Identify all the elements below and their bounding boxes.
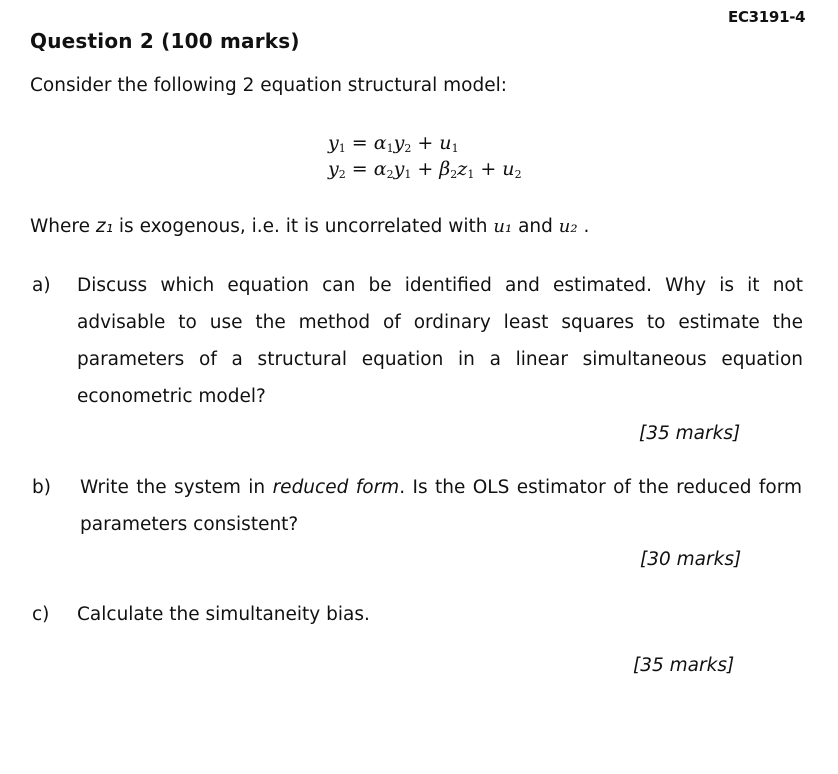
part-b-text [80,469,802,543]
part-c-text: Calculate the simultaneity bias. [77,604,370,625]
part-b-text-emphasis: reduced form [272,477,400,498]
where-and: and [518,216,553,237]
part-a-label: a) [32,275,51,296]
where-end: . [583,216,590,237]
equation-1: $y_1 = \alpha_1y_2 + u_1$ [328,132,459,155]
where-prefix: Where [30,216,90,237]
part-b-text-pre: Write the system in [80,477,266,498]
where-middle: is exogenous, i.e. it is uncorrelated with [118,216,488,237]
variable-u2: u₂ [558,216,578,237]
part-c-marks: [35 marks] [633,655,735,676]
exogeneity-statement [30,216,589,237]
variable-u1: u₁ [493,216,513,237]
part-a-text: Discuss which equation can be identified and estimated. Why is it not advisable to use the method of ordinary least squares to estimate the parameters of a structural equation in a linear simultaneous equation econometric model? [77,275,803,407]
question-title: Question 2 (100 marks) [30,29,300,53]
part-a-marks: [35 marks] [639,423,741,444]
part-b-text-post: . Is the OLS estimator of the reduced form parameters consistent? [80,477,802,535]
part-c-label: c) [32,604,50,625]
part-b-label: b) [32,477,51,498]
exam-code: EC3191-4 [728,8,806,26]
part-b-marks: [30 marks] [640,549,742,570]
equation-2: $y_2 = \alpha_2y_1 + \beta_2z_1 + u_2$ [328,158,522,181]
question-intro: Consider the following 2 equation structural model: [30,75,507,96]
variable-z1: z₁ [95,216,114,237]
